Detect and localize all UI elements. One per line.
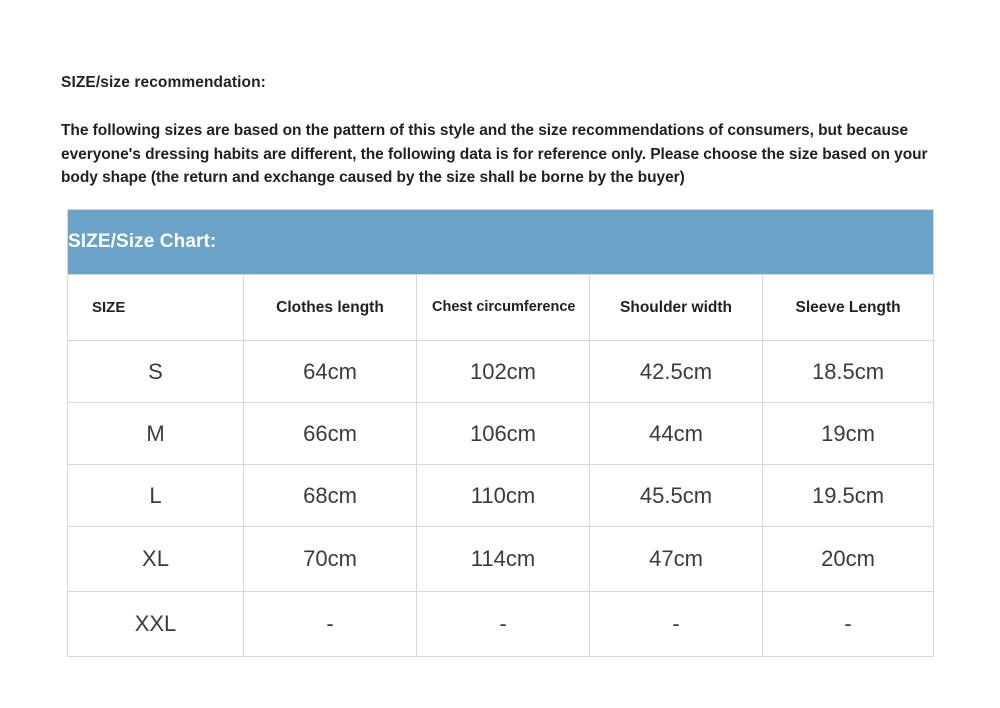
table-row <box>68 403 934 465</box>
cell-clothes-length: 70cm <box>244 527 417 592</box>
table-title: SIZE/Size Chart: <box>68 210 934 275</box>
column-header-shoulder-width: Shoulder width <box>590 275 763 341</box>
cell-sleeve: 20cm <box>763 527 934 592</box>
cell-clothes-length: 68cm <box>244 465 417 527</box>
cell-chest: 110cm <box>417 465 590 527</box>
cell-size: L <box>68 465 244 527</box>
table-row <box>68 465 934 527</box>
cell-sleeve: 19cm <box>763 403 934 465</box>
cell-size: XL <box>68 527 244 592</box>
column-header-sleeve-length: Sleeve Length <box>763 275 934 341</box>
cell-chest: 114cm <box>417 527 590 592</box>
cell-shoulder: - <box>590 592 763 657</box>
column-header-chest-circumference: Chest circumference <box>417 275 590 341</box>
cell-sleeve: 18.5cm <box>763 341 934 403</box>
table-header-row <box>68 275 934 341</box>
cell-shoulder: 42.5cm <box>590 341 763 403</box>
cell-clothes-length: 66cm <box>244 403 417 465</box>
cell-chest: 106cm <box>417 403 590 465</box>
table-row <box>68 527 934 592</box>
size-chart-table <box>67 209 934 657</box>
cell-shoulder: 47cm <box>590 527 763 592</box>
size-chart-table-wrapper <box>67 209 933 657</box>
cell-chest: 102cm <box>417 341 590 403</box>
cell-sleeve: - <box>763 592 934 657</box>
cell-shoulder: 44cm <box>590 403 763 465</box>
intro-paragraph: The following sizes are based on the pattern of this style and the size recommendations of consumers, but because everyone's dressing habits are different, the following data is for reference only. Please choose the size based on your body shape (the return and exchange caused by the size shall be borne by the buyer) <box>61 122 928 187</box>
table-title-row <box>68 210 934 275</box>
table-row <box>68 341 934 403</box>
cell-size: XXL <box>68 592 244 657</box>
cell-shoulder: 45.5cm <box>590 465 763 527</box>
cell-sleeve: 19.5cm <box>763 465 934 527</box>
cell-chest: - <box>417 592 590 657</box>
cell-clothes-length: 64cm <box>244 341 417 403</box>
cell-size: M <box>68 403 244 465</box>
page-title: SIZE/size recommendation: <box>61 74 266 91</box>
column-header-size: SIZE <box>68 275 244 341</box>
column-header-clothes-length: Clothes length <box>244 275 417 341</box>
table-row <box>68 592 934 657</box>
cell-clothes-length: - <box>244 592 417 657</box>
cell-size: S <box>68 341 244 403</box>
